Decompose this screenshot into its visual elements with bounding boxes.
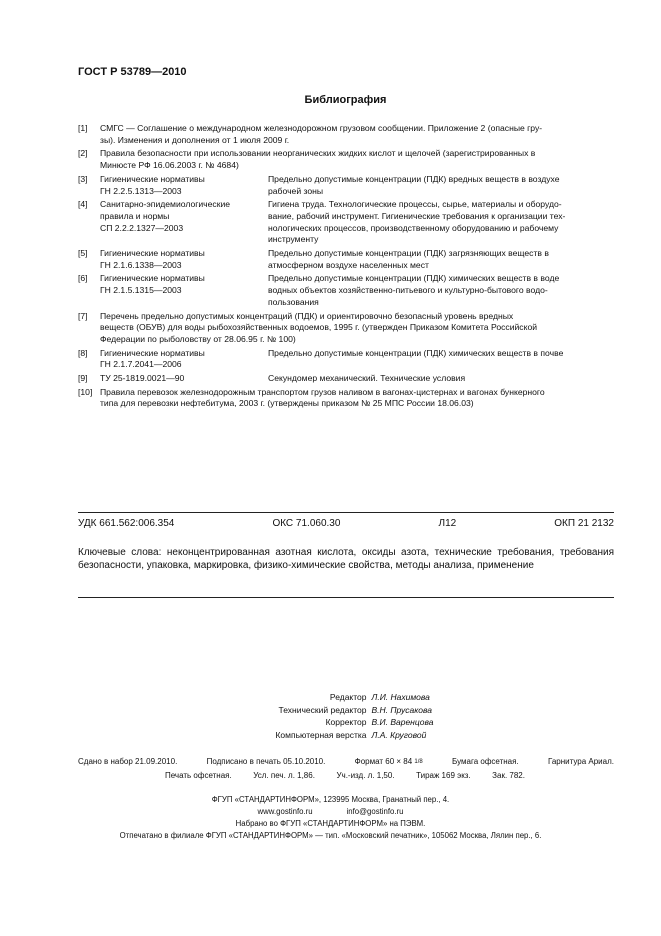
entry-description (268, 199, 614, 246)
bottom-divider (78, 597, 614, 598)
entry-text-line: Правила безопасности при использовании неорганических жидких кислот и щелочей (зарегистрированных в (100, 148, 536, 159)
print-info-line-1 (78, 757, 614, 766)
entry-description (268, 273, 614, 308)
entry-text-line: Гигиенические нормативы (100, 248, 205, 259)
document-code: ГОСТ Р 53789—2010 (78, 66, 187, 78)
entry-number: [2] (78, 148, 88, 159)
entry-text-line: правила и нормы (100, 210, 170, 221)
entry-description (100, 123, 614, 146)
entry-number: [10] (78, 386, 93, 397)
entry-description (100, 387, 614, 410)
email-link[interactable]: info@gostinfo.ru (346, 807, 404, 816)
udk-code: УДК 661.562:006.354 (78, 518, 175, 529)
entry-text-line: Правила перевозок железнодорожным транспортом грузов наливом в вагонах-цистернах и вагонах бункерного (100, 386, 545, 397)
entry-text-line: Гигиена труда. Технологические процессы, сырье, материалы и оборудо- (268, 199, 562, 210)
credits-block (0, 691, 661, 741)
top-divider (78, 512, 614, 513)
credit-name: Л.И. Нахимова (371, 692, 430, 702)
entry-text-line: Предельно допустимые концентрации (ПДК) химических веществ в воде (268, 273, 560, 284)
entry-text-line: зы). Изменения и дополнения от 1 июля 2009 г. (100, 134, 290, 145)
credit-line (0, 704, 661, 717)
print-type: Печать офсетная. (165, 771, 232, 780)
entry-text-line: Секундомер механический. Технические условия (268, 373, 466, 384)
printed-info: Отпечатано в филиале ФГУП «СТАНДАРТИНФОРМ» — тип. «Московский печатник», 105062 Москва, Лялин пер., 6. (119, 831, 542, 840)
entry-source (100, 199, 268, 246)
format: Формат 60 × 84 1/8 (354, 757, 423, 766)
entry-text-line: Гигиенические нормативы (100, 347, 205, 358)
bibliography-entry (78, 248, 614, 271)
bibliography-entry (78, 348, 614, 371)
entry-description (100, 311, 614, 346)
bibliography-entry (78, 123, 614, 146)
entry-text-line: ГН 2.2.5.1313—2003 (100, 185, 182, 196)
credit-line (0, 716, 661, 729)
entry-text-line: типа для перевозки нефтебитума, 2003 г. (утверждены приказом № 25 МПС России 18.06.03) (100, 398, 474, 409)
circulation: Тираж 169 экз. (416, 771, 471, 780)
entry-description (268, 248, 614, 271)
entry-number: [8] (78, 347, 88, 358)
entry-number: [9] (78, 373, 88, 384)
entry-text-line: Перечень предельно допустимых концентраций (ПДК) и ориентировочно безопасный уровень вредных (100, 310, 514, 321)
entry-text-line: Гигиенические нормативы (100, 273, 205, 284)
entry-description (100, 148, 614, 171)
order-number: Зак. 782. (492, 771, 525, 780)
publish-sheets: Уч.-изд. л. 1,50. (336, 771, 395, 780)
publisher-address: ФГУП «СТАНДАРТИНФОРМ», 123995 Москва, Гранатный пер., 4. (211, 795, 450, 804)
entry-text-line: ГН 2.1.7.2041—2006 (100, 359, 182, 370)
entry-source (100, 273, 268, 308)
entry-text-line: СМГС — Соглашение о международном железнодорожном грузовом сообщении. Приложение 2 (опасные гру- (100, 123, 543, 133)
credit-role: Редактор (329, 692, 367, 702)
paper: Бумага офсетная. (452, 757, 519, 766)
credit-name: В.Н. Прусакова (371, 704, 432, 715)
entry-text-line: веществ (ОБУВ) для воды рыбохозяйственных водоемов, 1995 г. (утвержден Приказом Комитета Российской (100, 322, 538, 333)
bibliography-entry (78, 373, 614, 385)
entry-number: [7] (78, 310, 88, 321)
entry-source (100, 174, 268, 197)
entry-description (268, 373, 614, 385)
credit-name: В.И. Варенцова (371, 717, 434, 727)
signed-date: Подписано в печать 05.10.2010. (206, 757, 326, 766)
entry-text-line: Минюсте РФ 16.06.2003 г. № 4684) (100, 160, 239, 171)
entry-text-line: ГН 2.1.6.1338—2003 (100, 259, 182, 270)
entry-text-line: атмосферном воздухе населенных мест (268, 259, 429, 270)
bibliography-entry (78, 148, 614, 171)
format-fraction: 1/8 (414, 758, 423, 765)
entry-text-line: пользования (268, 296, 319, 307)
entry-source (100, 248, 268, 271)
oks-code: ОКС 71.060.30 (272, 518, 341, 529)
bibliography-entry (78, 174, 614, 197)
publisher-contacts (0, 807, 661, 816)
entry-text-line: Санитарно-эпидемиологические (100, 199, 231, 210)
credit-line (0, 691, 661, 704)
entry-text-line: СП 2.2.2.1327—2003 (100, 222, 184, 233)
entry-text-line: вание, рабочий инструмент. Гигиенические требования к организации тех- (268, 210, 566, 221)
entry-text-line: Гигиенические нормативы (100, 173, 205, 184)
credit-line (0, 729, 661, 742)
entry-description (268, 174, 614, 197)
entry-number: [1] (78, 123, 88, 133)
entry-text-line: нологических процессов, производственному оборудованию и рабочему (268, 222, 559, 233)
entry-number: [4] (78, 199, 88, 210)
bibliography-entry (78, 273, 614, 308)
print-sheets: Усл. печ. л. 1,86. (253, 771, 315, 780)
entry-number: [3] (78, 173, 88, 184)
typeface: Гарнитура Ариал. (547, 757, 614, 766)
entry-source (100, 373, 268, 385)
l-code: Л12 (438, 518, 457, 529)
entry-text-line: Федерации по рыболовству от 28.06.95 г. № 100) (100, 333, 296, 344)
bibliography-list (78, 123, 614, 412)
bibliography-title: Библиография (304, 94, 387, 106)
entry-text-line: Предельно допустимые концентрации (ПДК) загрязняющих веществ в (268, 248, 549, 259)
website-link[interactable]: www.gostinfo.ru (257, 807, 313, 816)
typeset-info: Набрано во ФГУП «СТАНДАРТИНФОРМ» на ПЭВМ. (235, 819, 426, 828)
okp-code: ОКП 21 2132 (554, 518, 614, 529)
entry-text-line: Предельно допустимые концентрации (ПДК) вредных веществ в воздухе (268, 173, 560, 184)
keywords: Ключевые слова: неконцентрированная азотная кислота, оксиды азота, технические требования, требования безопасности, упаковка, маркировка, физико-химические свойства, методы анализа, применение (78, 547, 614, 571)
entry-number: [5] (78, 248, 88, 259)
entry-description (268, 348, 614, 371)
credit-name: Л.А. Круговой (371, 729, 427, 740)
print-info-line-2 (165, 771, 525, 780)
bibliography-entry (78, 199, 614, 246)
typeset-date: Сдано в набор 21.09.2010. (78, 757, 178, 766)
entry-source (100, 348, 268, 371)
classification-codes (78, 518, 614, 529)
entry-text-line: ГН 2.1.5.1315—2003 (100, 285, 182, 296)
bibliography-entry (78, 387, 614, 410)
credit-role: Компьютерная верстка (275, 729, 367, 740)
entry-text-line: ТУ 25-1819.0021—90 (100, 373, 185, 384)
credit-role: Корректор (325, 717, 367, 727)
entry-text-line: водных объектов хозяйственно-питьевого и культурно-бытового водо- (268, 285, 548, 296)
entry-text-line: инструменту (268, 234, 319, 245)
entry-number: [6] (78, 273, 88, 284)
entry-text-line: рабочей зоны (268, 185, 324, 196)
bibliography-entry (78, 311, 614, 346)
entry-text-line: Предельно допустимые концентрации (ПДК) химических веществ в почве (268, 347, 564, 358)
credit-role: Технический редактор (278, 704, 367, 715)
